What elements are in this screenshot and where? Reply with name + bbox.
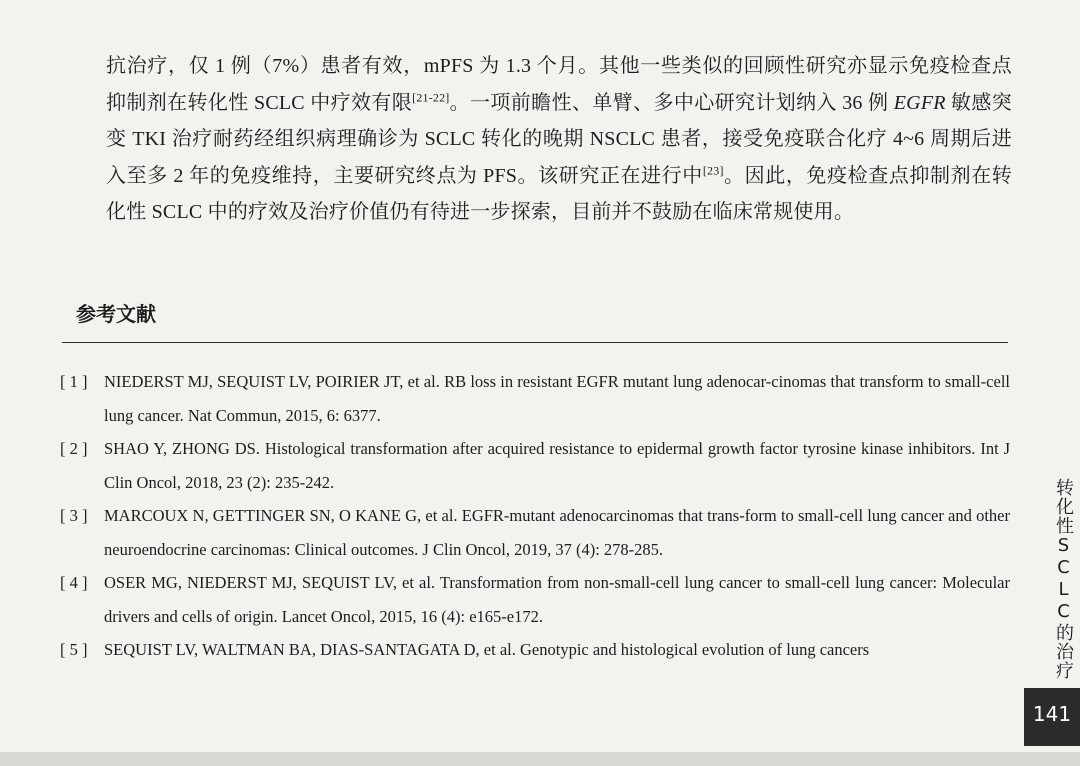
reference-number: [ 4 ] [60, 573, 88, 592]
citation-21-22: [21-22] [412, 89, 450, 104]
reference-number: [ 1 ] [60, 372, 88, 391]
references-heading: 参考文献 [76, 302, 156, 326]
reference-text: OSER MG, NIEDERST MJ, SEQUIST LV, et al. Transformation from non-small-cell lung cancer to small-cell lung cancer: Molecular drivers and cells of origin. Lancet Oncol, 2015, 16 (4): e165-e172. [104, 573, 1010, 626]
sentence-3: 敏感突变 TKI 治疗耐药经组织病理确诊为 SCLC 转化的晚期 NSCLC 患者，接受免疫联合化疗 4~6 周期后进入至多 2 年的免疫维持，主要研究终点为 PFS。该研究正在进行中 [106, 91, 1013, 187]
reference-number: [ 3 ] [60, 506, 88, 525]
reference-text: SHAO Y, ZHONG DS. Histological transformation after acquired resistance to epidermal growth factor tyrosine kinase inhibitors. Int J Clin Oncol, 2018, 23 (2): 235-242. [104, 439, 1010, 492]
reference-item [60, 566, 1010, 633]
reference-item [60, 633, 1010, 667]
citation-23: [23] [702, 162, 724, 177]
page-bottom-edge [0, 752, 1080, 766]
page-number-box [1024, 688, 1080, 746]
sentence-1: 抗治疗，仅 1 例（7%）患者有效，mPFS 为 1.3 个月。其他一些类似的回顾性研究亦显示免疫检查点抑制剂在转化性 SCLC 中疗效有限 [106, 55, 1012, 114]
reference-list [60, 365, 1010, 667]
sentence-4: 。因此，免疫检查点抑制剂在转化性 SCLC 中的疗效及治疗价值仍有待进一步探索，目前并不鼓励在临床常规使用。 [106, 164, 1012, 223]
sentence-2: 。一项前瞻性、单臂、多中心研究计划纳入 36 例 [449, 91, 894, 114]
reference-item [60, 432, 1010, 499]
reference-text: SEQUIST LV, WALTMAN BA, DIAS-SANTAGATA D, et al. Genotypic and histological evolution of lung cancers [104, 640, 870, 659]
reference-number: [ 2 ] [60, 439, 88, 458]
reference-number: [ 5 ] [60, 640, 88, 659]
paragraph-text [106, 48, 1012, 231]
reference-text: NIEDERST MJ, SEQUIST LV, POIRIER JT, et al. RB loss in resistant EGFR mutant lung adenocar-cinomas that transform to small-cell lung cancer. Nat Commun, 2015, 6: 6377. [104, 372, 1010, 425]
heading-divider [62, 342, 1008, 343]
reference-item [60, 365, 1010, 432]
page-number: 141 [1032, 702, 1072, 726]
reference-item [60, 499, 1010, 566]
reference-text: MARCOUX N, GETTINGER SN, O KANE G, et al. EGFR-mutant adenocarcinomas that trans-form to small-cell lung cancer and other neuroendocrine carcinomas: Clinical outcomes. J Clin Oncol, 2019, 37 (4): 278-285. [104, 506, 1010, 559]
body-paragraph [106, 48, 1012, 231]
gene-name-egfr: EGFR [893, 91, 946, 114]
chapter-side-title: 转化性SCLC的治疗 [1053, 478, 1074, 680]
